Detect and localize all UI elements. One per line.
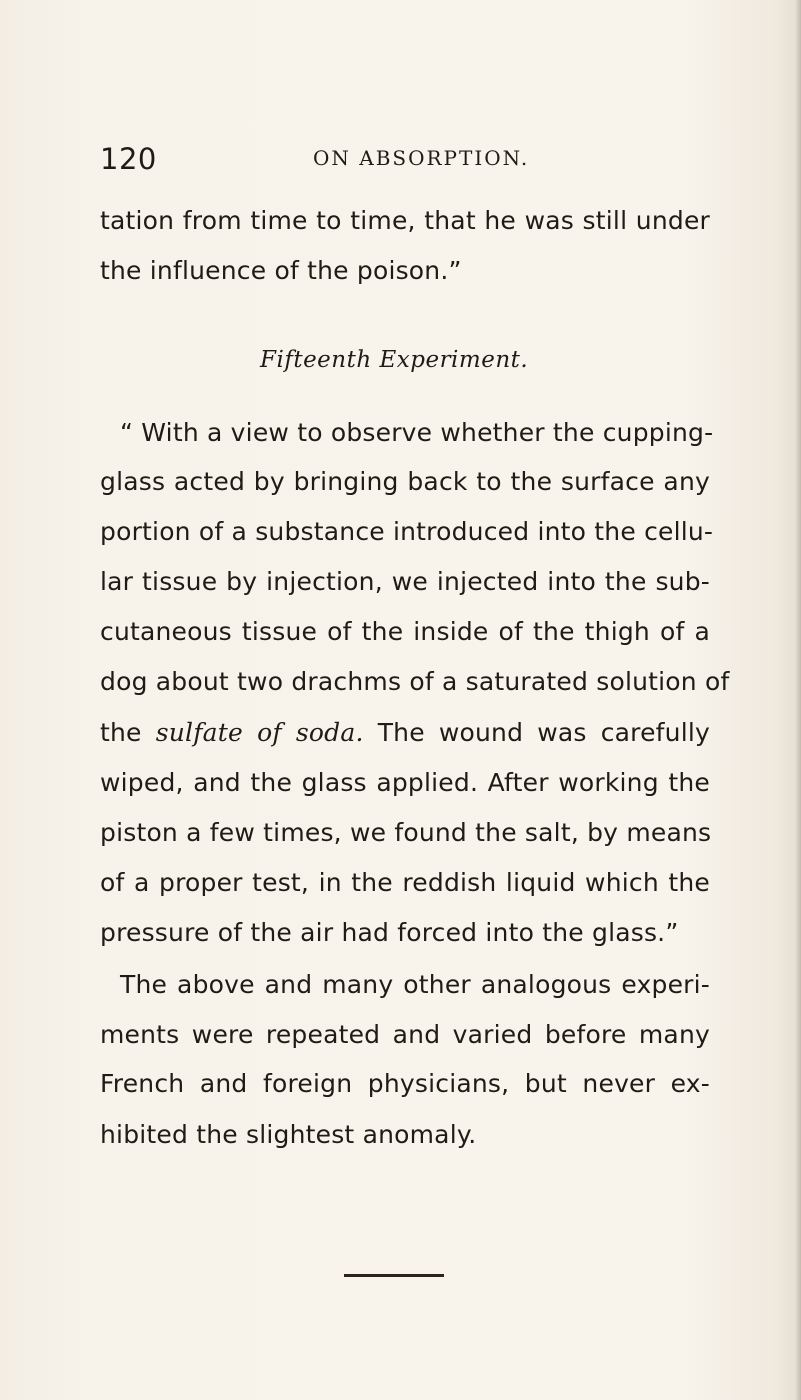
quote-line: wiped, and the glass applied. After working the bbox=[100, 768, 710, 797]
paragraph-line: French and foreign physicians, but never ex- bbox=[100, 1069, 710, 1098]
quote-line: portion of a substance introduced into the cellu- bbox=[100, 517, 714, 546]
quote-line: “ With a view to observe whether the cupping- bbox=[120, 418, 714, 447]
text-fragment: the bbox=[100, 718, 156, 747]
quote-line: dog about two drachms of a saturated solution of bbox=[100, 667, 730, 696]
paragraph-line: The above and many other analogous experi- bbox=[120, 970, 710, 999]
quote-line: lar tissue by injection, we injected into the sub- bbox=[100, 567, 710, 596]
end-rule bbox=[344, 1274, 444, 1277]
paragraph-line: hibited the slightest anomaly. bbox=[100, 1120, 477, 1149]
text-line: tation from time to time, that he was still under bbox=[100, 206, 710, 235]
quote-line: glass acted by bringing back to the surface any bbox=[100, 467, 710, 496]
quote-line: of a proper test, in the reddish liquid which the bbox=[100, 868, 710, 897]
quote-line: cutaneous tissue of the inside of the thigh of a bbox=[100, 617, 710, 646]
text-line: the influence of the poison.” bbox=[100, 256, 462, 285]
page-number: 120 bbox=[100, 142, 157, 176]
paragraph-line: ments were repeated and varied before many bbox=[100, 1020, 710, 1049]
text-fragment: The wound was carefully bbox=[363, 718, 711, 747]
quote-line-sulfate bbox=[100, 711, 710, 755]
italic-term: sulfate of soda. bbox=[155, 718, 364, 747]
page-header bbox=[100, 142, 700, 182]
running-head: ON ABSORPTION. bbox=[313, 146, 530, 170]
section-title: Fifteenth Experiment. bbox=[260, 347, 529, 373]
quote-line: pressure of the air had forced into the glass.” bbox=[100, 918, 679, 947]
quote-line: piston a few times, we found the salt, by means bbox=[100, 818, 712, 847]
page-edge-shadow bbox=[795, 0, 801, 1400]
